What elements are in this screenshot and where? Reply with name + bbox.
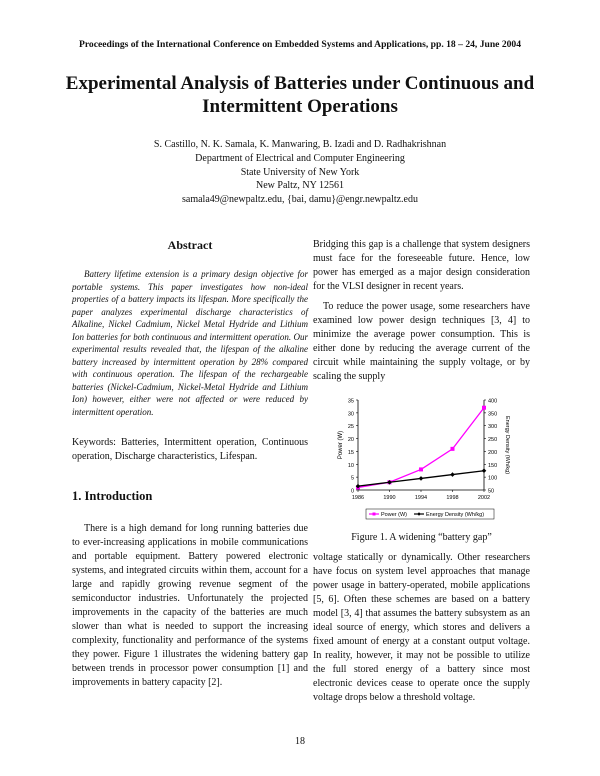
y-tick-label-left: 35 <box>347 398 354 405</box>
legend-label-power: Power (W) <box>381 512 407 518</box>
x-tick-label: 1986 <box>351 495 365 501</box>
page-number: 18 <box>295 736 305 747</box>
author-block <box>60 138 540 207</box>
paragraph-bridging-gap: Bridging this gap is a challenge that system designers must face for the foreseeable future. Hence, low power has emerged as a major design consideration for the VLSI designer in recent years. <box>313 239 530 292</box>
y-tick-label-right: 100 <box>488 475 498 482</box>
paragraph-reduce-power: To reduce the power usage, some researchers have examined low power design techniques [3, 4] to minimize the average power consumption. This is either done by reducing the average current of the circuit while maintaining the supply voltage, or by scaling the supply <box>313 301 530 382</box>
y-tick-label-right: 400 <box>488 398 498 405</box>
abstract-heading: Abstract <box>167 238 213 252</box>
introduction-text: There is a high demand for long running batteries due to ever-increasing applications in mobile communications and portable equipment. Battery powered electronic systems, and integrated circuits within them, account for a large and rapidly growing revenue segment of the semiconductor industries. Unfortunately the projected improvements in the capacity of the batteries are much slower than what is needed to support the increasing complexity, functionality and performance of the systems they power. Figure 1 illustrates the widening battery gap between trends in processor power consumption [1] and improvements in battery capacity [2]. <box>72 523 308 688</box>
right-column-top <box>313 238 530 384</box>
x-tick-label: 1994 <box>414 495 428 501</box>
data-point-energy <box>450 472 455 477</box>
y-tick-label-left: 15 <box>347 449 354 456</box>
abstract-text: Battery lifetime extension is a primary design objective for portable systems. This paper investigates how non-ideal properties of a battery impacts its lifespan. More specifically the paper analyzes experimental discharge characteristics of Alkaline, Nickel Cadmium, Nickel Metal Hydride and Lithium Ion batteries for both continuous and intermittent operation. Our experimental results revealed that, the lifespan of the alkaline battery increased by intermittent operation by 28% compared with continuous operation. The lifespan of the rechargeable batteries (Nickel-Cadmium, Nickel-Metal Hydride and Lithium Ion) however, either were not affected or were reduced by intermittent operation. <box>72 269 308 417</box>
series-line-power <box>358 408 484 488</box>
legend-marker-power <box>373 513 376 516</box>
y-tick-label-right: 150 <box>488 462 498 469</box>
y-tick-label-left: 0 <box>350 488 354 495</box>
x-tick-label: 1990 <box>383 495 396 501</box>
y-tick-label-left: 25 <box>347 424 354 431</box>
figure-caption: Figure 1. A widening “battery gap” <box>351 532 492 543</box>
paper-title: Experimental Analysis of Batteries under Continuous and Intermittent Operations <box>65 73 535 117</box>
x-tick-label: 1998 <box>446 495 459 501</box>
y-tick-label-left: 5 <box>350 475 354 482</box>
battery-gap-chart <box>336 396 526 526</box>
y-axis-label-left: Power (W) <box>338 430 344 460</box>
data-point-energy <box>419 476 424 481</box>
author-emails: samala49@newpaltz.edu, {bai, damu}@engr.newpaltz.edu <box>182 194 418 206</box>
legend-marker-energy <box>417 512 421 516</box>
data-point-energy <box>482 468 487 473</box>
conference-header: Proceedings of the International Conference on Embedded Systems and Applications, pp. 18 – 24, June 2004 <box>78 39 522 50</box>
y-tick-label-right: 300 <box>488 424 498 431</box>
legend-label-energy: Energy Density (Wh/kg) <box>426 512 485 518</box>
y-tick-label-left: 30 <box>347 411 354 418</box>
paragraph-voltage-scaling: voltage statically or dynamically. Other researchers have focus on system level approaches that manage power usage in battery-operated, mobile applications [5, 6]. Often these schemes are based on a battery model [3, 4] that assumes the battery subsystem as an ideal source of energy, which stores and delivers a fixed amount of energy at a constant output voltage. In reality, however, it may not be possible to utilize the full stored energy of a battery since most electronic devices cease to operate once the supply voltage drops below a threshold voltage. <box>313 552 530 703</box>
y-axis-label-right: Energy Density (Wh/kg) <box>504 415 510 475</box>
author-location: New Paltz, NY 12561 <box>256 180 344 192</box>
y-tick-label-left: 10 <box>347 462 354 469</box>
y-tick-label-right: 200 <box>488 449 498 456</box>
data-point-power <box>451 447 455 451</box>
author-department: Department of Electrical and Computer Engineering <box>195 152 405 164</box>
data-point-power <box>482 406 486 410</box>
y-tick-label-right: 250 <box>488 437 498 444</box>
y-tick-label-right: 50 <box>488 488 495 495</box>
data-point-power <box>419 467 423 471</box>
introduction-heading: 1. Introduction <box>72 489 153 503</box>
author-names: S. Castillo, N. K. Samala, K. Manwaring, B. Izadi and D. Radhakrishnan <box>153 139 447 150</box>
y-tick-label-right: 350 <box>488 411 498 418</box>
author-university: State University of New York <box>240 166 360 178</box>
y-tick-label-left: 20 <box>347 437 354 444</box>
keywords: Keywords: Batteries, Intermittent operation, Continuous operation, Discharge characteristics, Lifespan. <box>72 437 308 462</box>
x-tick-label: 2002 <box>477 495 491 501</box>
